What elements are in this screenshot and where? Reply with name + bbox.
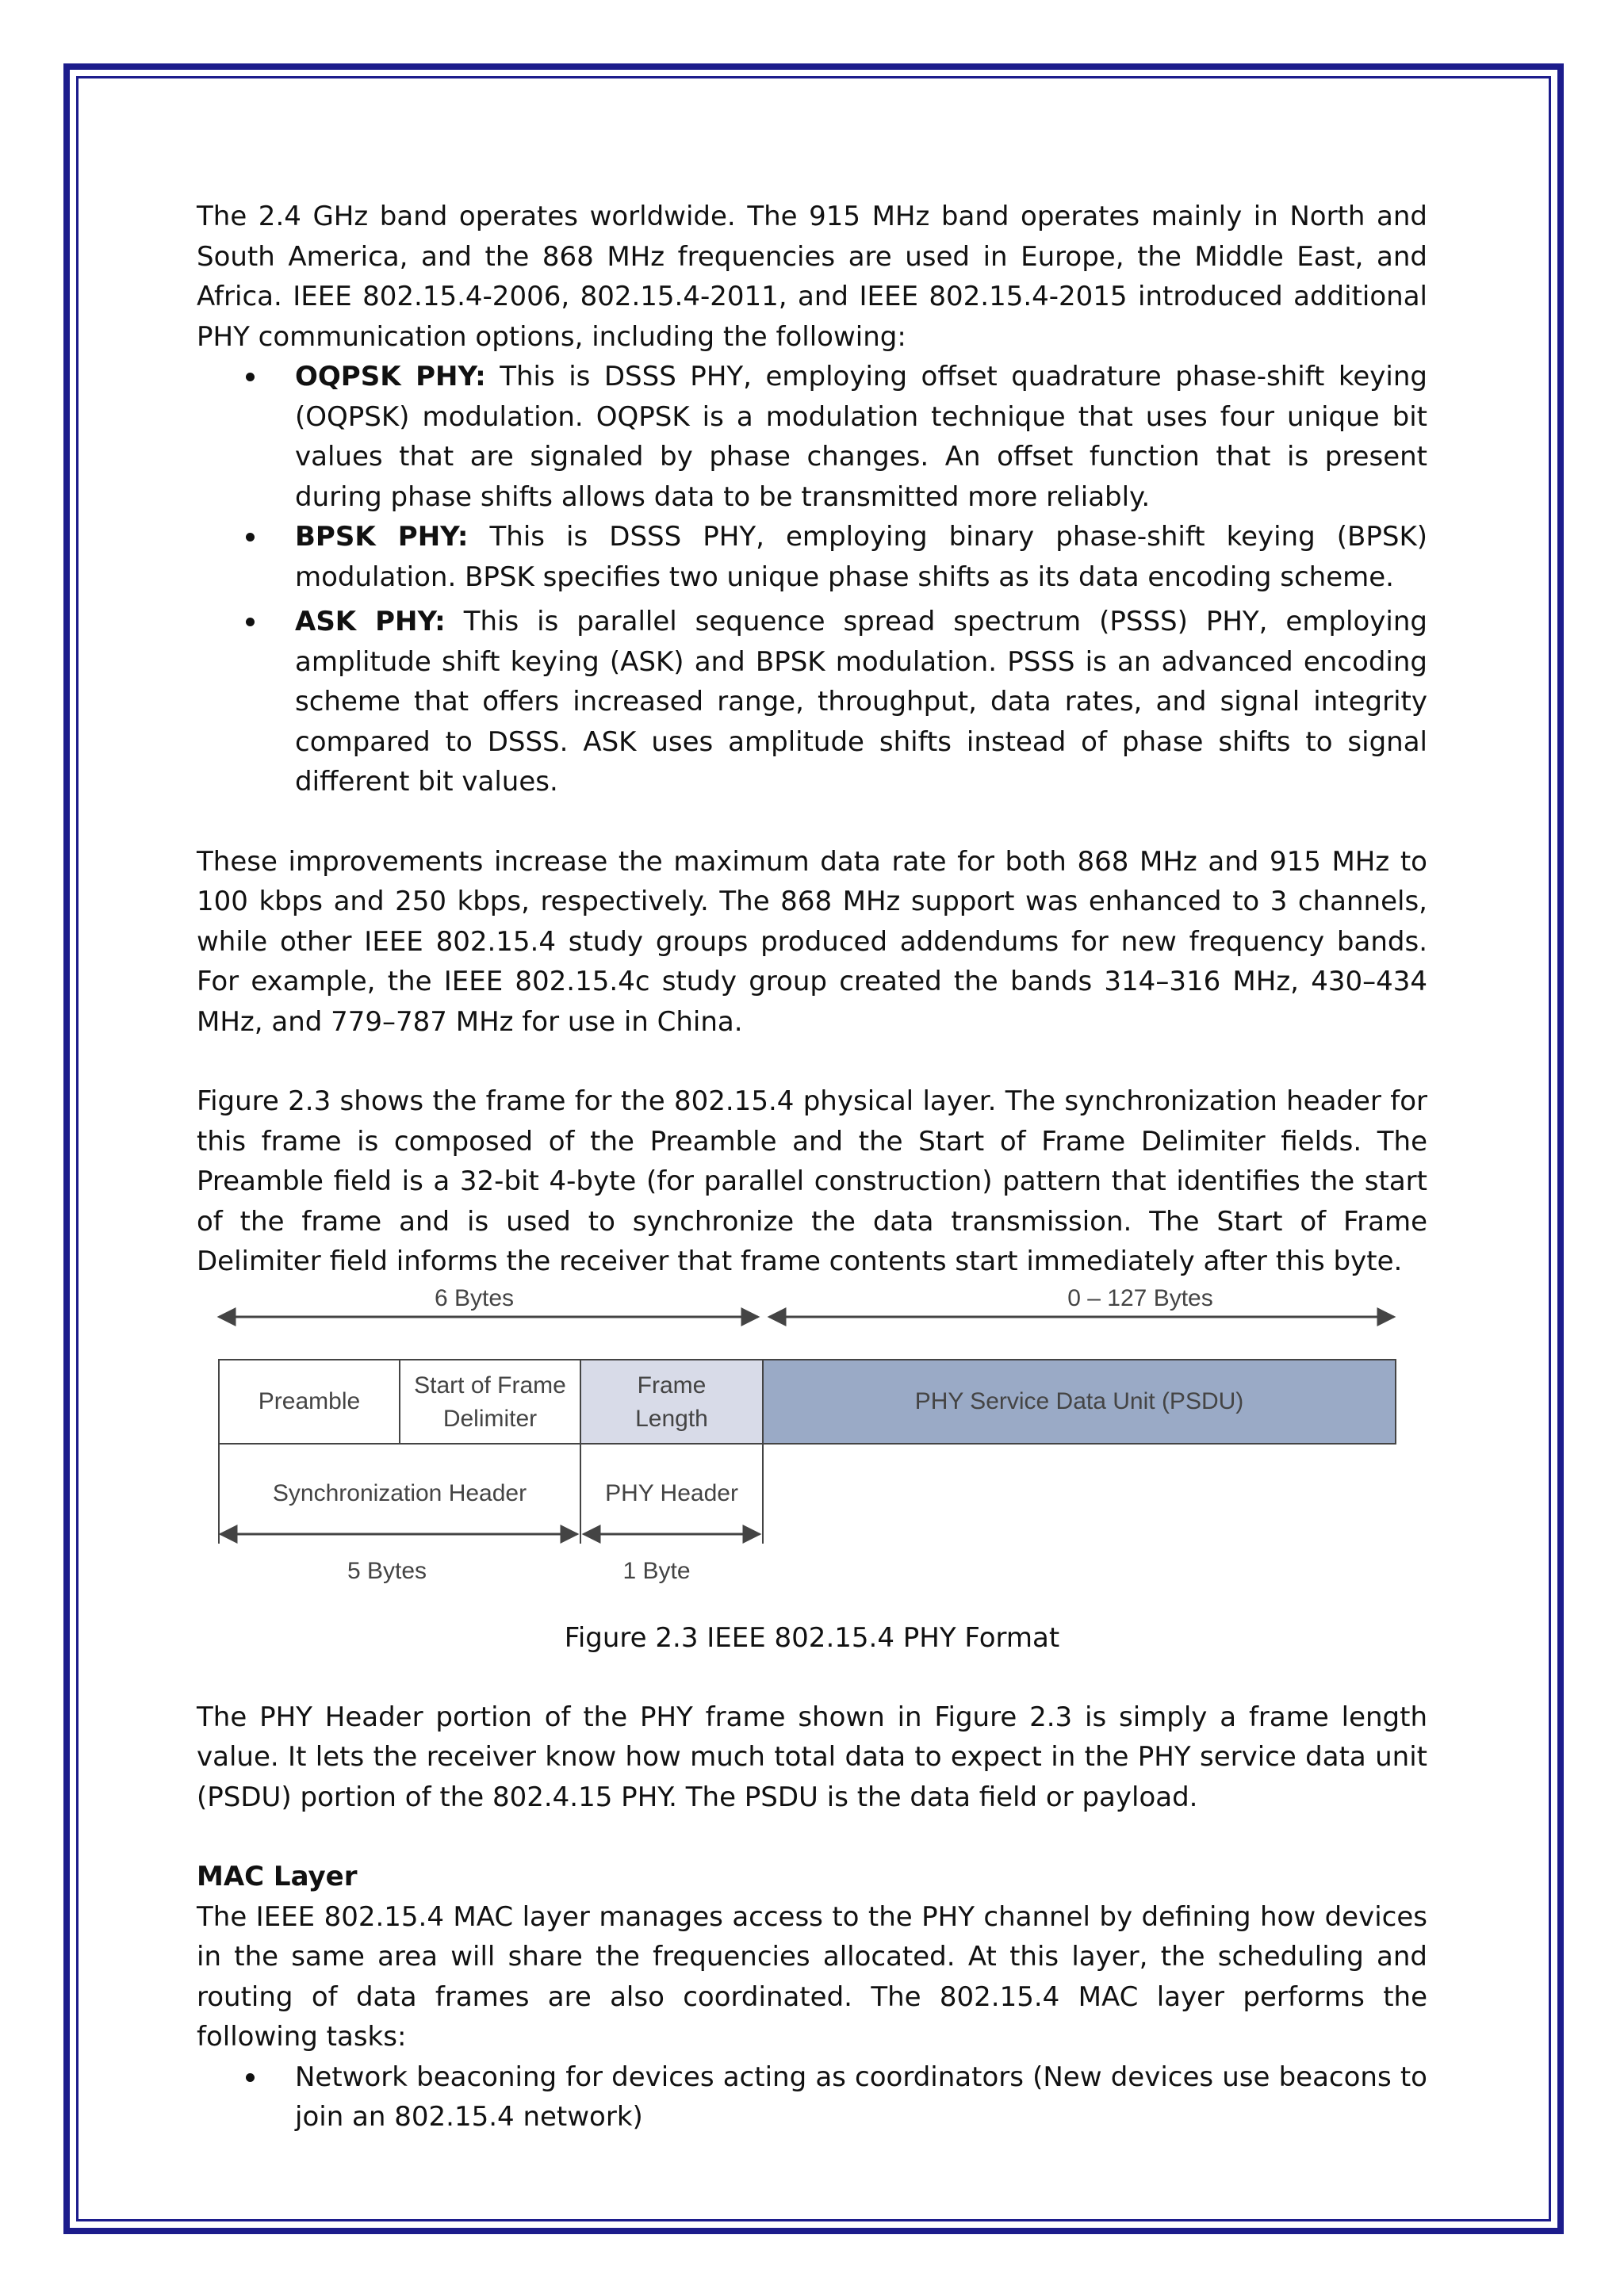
bullet-icon — [246, 2073, 255, 2082]
sfd-label-line2: Delimiter — [442, 1405, 538, 1432]
list-item-term: BPSK PHY: — [295, 521, 469, 553]
phy-options-list — [197, 357, 1427, 802]
list-item — [197, 2057, 1427, 2137]
list-item — [197, 357, 1427, 517]
psdu-label: PHY Service Data Unit (PSDU) — [914, 1387, 1244, 1414]
span-label-5-bytes: 5 Bytes — [347, 1557, 427, 1584]
sfd-label-line1: Start of Frame — [414, 1372, 566, 1399]
list-item-text: Network beaconing for devices acting as coordinators (New devices use beacons to join an 802.15.4 network) — [295, 2061, 1427, 2133]
paragraph-phy-header: The PHY Header portion of the PHY frame shown in Figure 2.3 is simply a frame length value. It lets the receiver know how much total data to expect in the PHY service data unit (PSDU) portion of the 802.4.15 PHY. The PSDU is the data field or payload. — [197, 1701, 1427, 1813]
span-label-1-byte: 1 Byte — [622, 1557, 691, 1584]
list-item-text: This is DSSS PHY, employing binary phase-shift keying (BPSK) modulation. BPSK specifies two unique phase shifts as its data encoding scheme. — [295, 521, 1428, 593]
bullet-icon — [246, 373, 255, 381]
frame-length-label-line2: Length — [635, 1405, 708, 1432]
sync-header-label: Synchronization Header — [272, 1479, 527, 1506]
list-item-term: ASK PHY: — [295, 606, 446, 637]
bullet-icon — [246, 618, 255, 626]
list-item — [197, 517, 1427, 597]
section-heading-mac-layer: MAC Layer — [197, 1861, 358, 1892]
list-item-text: This is parallel sequence spread spectrum (PSSS) PHY, employing amplitude shift keying (ASK) and BPSK modulation. PSSS is an advanced encoding scheme that offers increased range, throughput, data rates, and signal integrity compared to DSSS. ASK uses amplitude shifts instead of phase shifts to signal different bit values. — [295, 606, 1427, 798]
paragraph-bands: The 2.4 GHz band operates worldwide. The 915 MHz band operates mainly in North and South America, and the 868 MHz frequencies are used in Europe, the Middle East, and Africa. IEEE 802.15.4-2006, 802.15.4-2011, and IEEE 802.15.4-2015 introduced additional PHY communication options, including the following: — [197, 201, 1427, 353]
list-item-term: OQPSK PHY: — [295, 361, 486, 392]
figure-caption: Figure 2.3 IEEE 802.15.4 PHY Format — [564, 1621, 1060, 1654]
paragraph-frame: Figure 2.3 shows the frame for the 802.15.4 physical layer. The synchronization header for this frame is composed of the Preamble and the Start of Frame Delimiter fields. The Preamble field is a 32-bit 4-byte (for parallel construction) pattern that identifies the start of the frame and is used to synchronize the data transmission. The Start of Frame Delimiter field informs the receiver that frame contents start immediately after this byte. — [197, 1085, 1427, 1277]
bullet-icon — [246, 533, 255, 541]
mac-tasks-list — [197, 2057, 1427, 2137]
document-body — [197, 197, 1427, 2137]
paragraph-improvements: These improvements increase the maximum data rate for both 868 MHz and 915 MHz to 100 kbps and 250 kbps, respectively. The 868 MHz support was enhanced to 3 channels, while other IEEE 802.15.4 study groups produced addendums for new frequency bands. For example, the IEEE 802.15.4c study group created the bands 314–316 MHz, 430–434 MHz, and 779–787 MHz for use in China. — [197, 845, 1427, 1038]
preamble-label: Preamble — [258, 1387, 361, 1414]
frame-length-label-line1: Frame — [637, 1372, 707, 1399]
paragraph-mac: The IEEE 802.15.4 MAC layer manages access to the PHY channel by defining how devices in the same area will share the frequencies allocated. At this layer, the scheduling and routing of data frames are also coordinated. The 802.15.4 MAC layer performs the following tasks: — [197, 1900, 1427, 2053]
phy-format-figure — [197, 1282, 1427, 1615]
phy-header-label: PHY Header — [605, 1479, 738, 1506]
list-item — [197, 602, 1427, 802]
span-label-6-bytes: 6 Bytes — [434, 1284, 515, 1311]
list-item-text: This is DSSS PHY, employing offset quadrature phase-shift keying (OQPSK) modulation. OQPSK is a modulation technique that uses four unique bit values that are signaled by phase changes. An offset function that is present during phase shifts allows data to be transmitted more reliably. — [295, 361, 1427, 513]
span-label-0-127-bytes: 0 – 127 Bytes — [1067, 1284, 1213, 1311]
